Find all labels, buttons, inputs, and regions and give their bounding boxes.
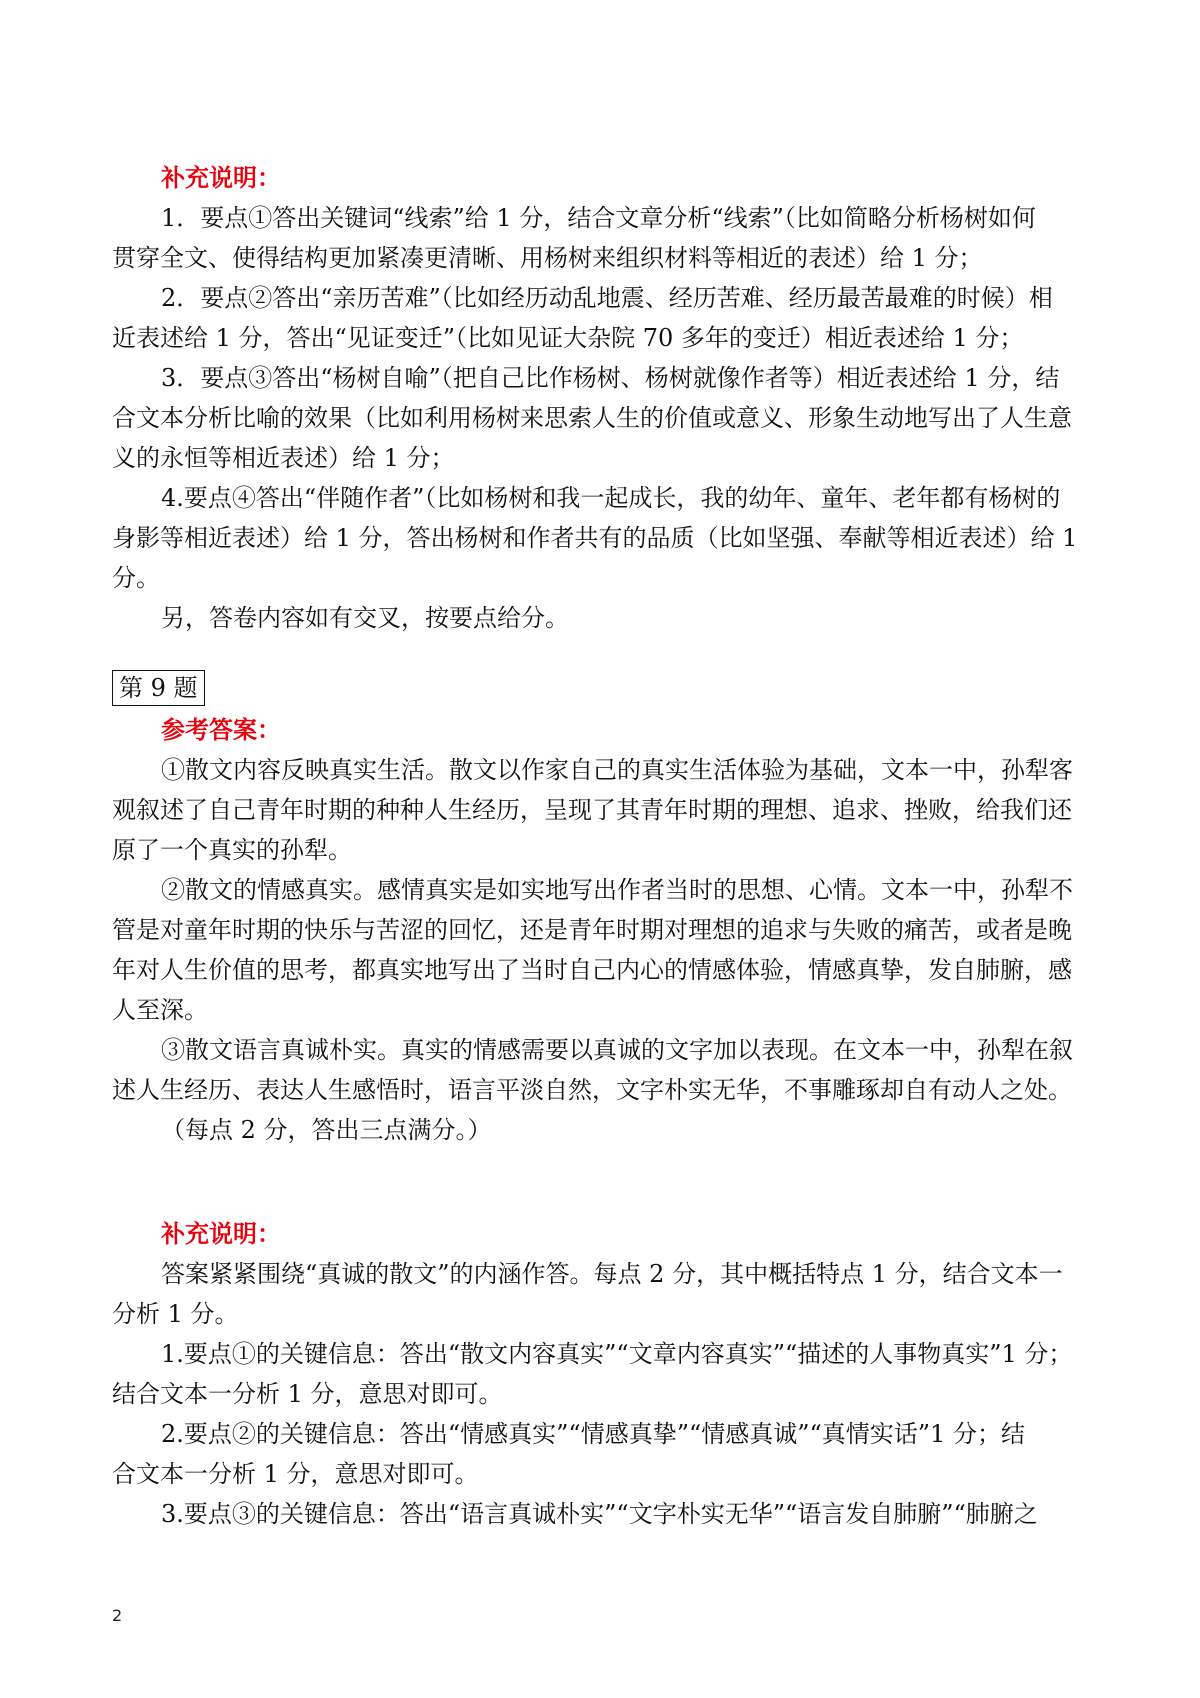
paragraph-line: 分析 1 分。 [112, 1300, 239, 1328]
paragraph-line: 原了一个真实的孙犁。 [112, 836, 352, 864]
paragraph-line: 3.要点③的关键信息：答出“语言真诚朴实”“文字朴实无华”“语言发自肺腑”“肺腑之 [161, 1500, 1038, 1528]
paragraph-line: 2．要点②答出“亲历苦难”（比如经历动乱地震、经历苦难、经历最苦最难的时候）相 [161, 284, 1053, 312]
paragraph-line: ②散文的情感真实。感情真实是如实地写出作者当时的思想、心情。文本一中，孙犁不 [161, 876, 1073, 904]
paragraph-line: 义的永恒等相近表述）给 1 分； [112, 444, 455, 472]
document-body [112, 158, 1087, 1534]
paragraph-line: 观叙述了自己青年时期的种种人生经历，呈现了其青年时期的理想、追求、挫败，给我们还 [112, 796, 1072, 824]
paragraph-line: 3．要点③答出“杨树自喻”（把自己比作杨树、杨树就像作者等）相近表述给 1 分，结 [161, 364, 1060, 392]
paragraph-line: 另，答卷内容如有交叉，按要点给分。 [161, 604, 569, 632]
paragraph-line: 1．要点①答出关键词“线索”给 1 分，结合文章分析“线索”（比如简略分析杨树如何 [161, 204, 1036, 232]
paragraph-line: 结合文本一分析 1 分，意思对即可。 [112, 1380, 503, 1408]
reference-answer-heading: 参考答案： [161, 715, 281, 744]
paragraph-line: 答案紧紧围绕“真诚的散文”的内涵作答。每点 2 分，其中概括特点 1 分，结合文本一 [161, 1260, 1063, 1288]
paragraph-line: 合文本分析比喻的效果（比如利用杨树来思索人生的价值或意义、形象生动地写出了人生意 [112, 404, 1072, 432]
section-spacer [112, 638, 1087, 668]
paragraph-line: 合文本一分析 1 分，意思对即可。 [112, 1460, 479, 1488]
paragraph-line: 人至深。 [112, 996, 208, 1024]
paragraph-line: 管是对童年时期的快乐与苦涩的回忆，还是青年时期对理想的追求与失败的痛苦，或者是晚 [112, 916, 1072, 944]
paragraph-line: 贯穿全文、使得结构更加紧凑更清晰、用杨树来组织材料等相近的表述）给 1 分； [112, 244, 983, 272]
paragraph-line: （每点 2 分，答出三点满分。） [161, 1116, 492, 1144]
paragraph-line: ③散文语言真诚朴实。真实的情感需要以真诚的文字加以表现。在文本一中，孙犁在叙 [161, 1036, 1073, 1064]
paragraph-line: 述人生经历、表达人生感悟时，语言平淡自然，文字朴实无华，不事雕琢却自有动人之处。 [112, 1076, 1072, 1104]
paragraph-line: ①散文内容反映真实生活。散文以作家自己的真实生活体验为基础，文本一中，孙犁客 [161, 756, 1073, 784]
question-number-label: 第 9 题 [112, 670, 205, 706]
paragraph-line: 4.要点④答出“伴随作者”（比如杨树和我一起成长，我的幼年、童年、老年都有杨树的 [161, 484, 1061, 512]
paragraph-line: 近表述给 1 分，答出“见证变迁”（比如见证大杂院 70 多年的变迁）相近表述给 1 分； [112, 324, 1024, 352]
paragraph-line: 2.要点②的关键信息：答出“情感真实”“情感真挚”“情感真诚”“真情实话”1 分；结 [161, 1420, 1025, 1448]
paragraph-line: 年对人生价值的思考，都真实地写出了当时自己内心的情感体验，情感真挚，发自肺腑，感 [112, 956, 1072, 984]
paragraph-line: 分。 [112, 564, 160, 592]
paragraph-line: 身影等相近表述）给 1 分，答出杨树和作者共有的品质（比如坚强、奉献等相近表述）给 1 [112, 524, 1078, 552]
supplement-heading: 补充说明： [161, 163, 281, 192]
page-number: 2 [112, 1606, 123, 1625]
section-spacer [112, 1150, 1087, 1214]
paragraph-line: 1.要点①的关键信息：答出“散文内容真实”“文章内容真实”“描述的人事物真实”1 分； [161, 1340, 1073, 1368]
supplement-heading: 补充说明： [161, 1219, 281, 1248]
